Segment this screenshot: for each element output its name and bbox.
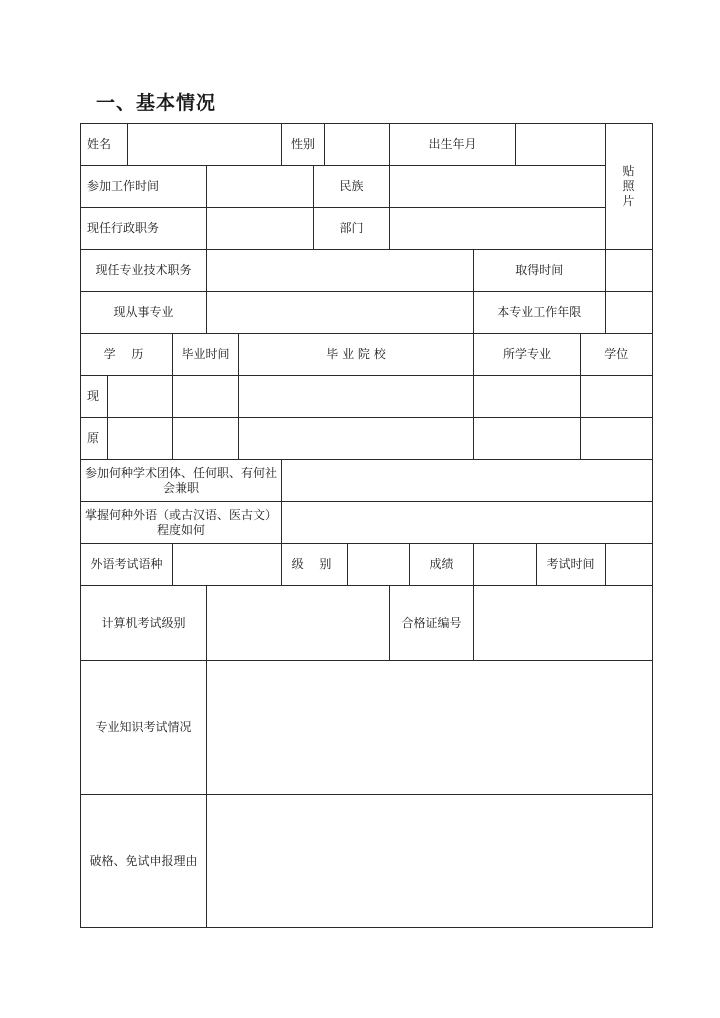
exam-time-field[interactable] (605, 544, 652, 586)
exam-time-label: 考试时间 (536, 544, 605, 586)
ethnicity-label: 民族 (314, 166, 390, 208)
work-start-field[interactable] (207, 166, 314, 208)
work-start-label: 参加工作时间 (81, 166, 207, 208)
level-field[interactable] (348, 544, 410, 586)
academic-field[interactable] (282, 460, 653, 502)
edu-original-school[interactable] (239, 418, 474, 460)
birth-label: 出生年月 (390, 124, 516, 166)
knowledge-exam-field[interactable] (207, 661, 653, 795)
edu-header-school: 毕 业 院 校 (239, 334, 474, 376)
score-label: 成绩 (410, 544, 474, 586)
knowledge-exam-label: 专业知识考试情况 (81, 661, 207, 795)
photo-label-3: 片 (622, 194, 635, 208)
section-title: 一、基本情况 (96, 92, 217, 114)
obtain-time-field[interactable] (605, 250, 652, 292)
edu-header-degree: 学位 (581, 334, 653, 376)
academic-label: 参加何种学术团体、任何职、有何社会兼职 (81, 460, 282, 502)
current-major-label: 现从事专业 (81, 292, 207, 334)
exam-lang-label: 外语考试语种 (81, 544, 173, 586)
edu-original-grad-time[interactable] (173, 418, 239, 460)
ethnicity-field[interactable] (390, 166, 606, 208)
major-years-field[interactable] (605, 292, 652, 334)
edu-header-education: 学 历 (81, 334, 173, 376)
tech-post-field[interactable] (207, 250, 474, 292)
edu-current-major[interactable] (474, 376, 581, 418)
computer-level-field[interactable] (207, 586, 390, 661)
birth-field[interactable] (516, 124, 606, 166)
language-label: 掌握何种外语（或古汉语、医古文）程度如何 (81, 502, 282, 544)
edu-original-degree[interactable] (581, 418, 653, 460)
edu-current-education[interactable] (108, 376, 173, 418)
photo-area[interactable] (605, 124, 652, 250)
edu-current-grad-time[interactable] (173, 376, 239, 418)
exemption-reason-label: 破格、免试申报理由 (81, 795, 207, 928)
department-label: 部门 (314, 208, 390, 250)
current-major-field[interactable] (207, 292, 474, 334)
edu-row-current-label: 现 (81, 376, 108, 418)
admin-post-label: 现任行政职务 (81, 208, 207, 250)
gender-field[interactable] (325, 124, 390, 166)
edu-row-original-label: 原 (81, 418, 108, 460)
application-form-table (80, 123, 653, 928)
photo-label-1: 贴 (622, 164, 635, 178)
edu-header-major: 所学专业 (474, 334, 581, 376)
computer-level-label: 计算机考试级别 (81, 586, 207, 661)
edu-original-education[interactable] (108, 418, 173, 460)
edu-original-major[interactable] (474, 418, 581, 460)
edu-current-degree[interactable] (581, 376, 653, 418)
photo-label-2: 照 (622, 179, 635, 193)
exemption-reason-field[interactable] (207, 795, 653, 928)
cert-no-label: 合格证编号 (390, 586, 474, 661)
major-years-label: 本专业工作年限 (474, 292, 606, 334)
score-field[interactable] (474, 544, 537, 586)
cert-no-field[interactable] (474, 586, 653, 661)
level-label: 级 别 (282, 544, 348, 586)
obtain-time-label: 取得时间 (474, 250, 606, 292)
language-field[interactable] (282, 502, 653, 544)
name-label: 姓名 (81, 124, 128, 166)
edu-current-school[interactable] (239, 376, 474, 418)
name-field[interactable] (128, 124, 282, 166)
admin-post-field[interactable] (207, 208, 314, 250)
edu-header-grad-time: 毕业时间 (173, 334, 239, 376)
exam-lang-field[interactable] (173, 544, 282, 586)
gender-label: 性别 (282, 124, 325, 166)
tech-post-label: 现任专业技术职务 (81, 250, 207, 292)
department-field[interactable] (390, 208, 606, 250)
